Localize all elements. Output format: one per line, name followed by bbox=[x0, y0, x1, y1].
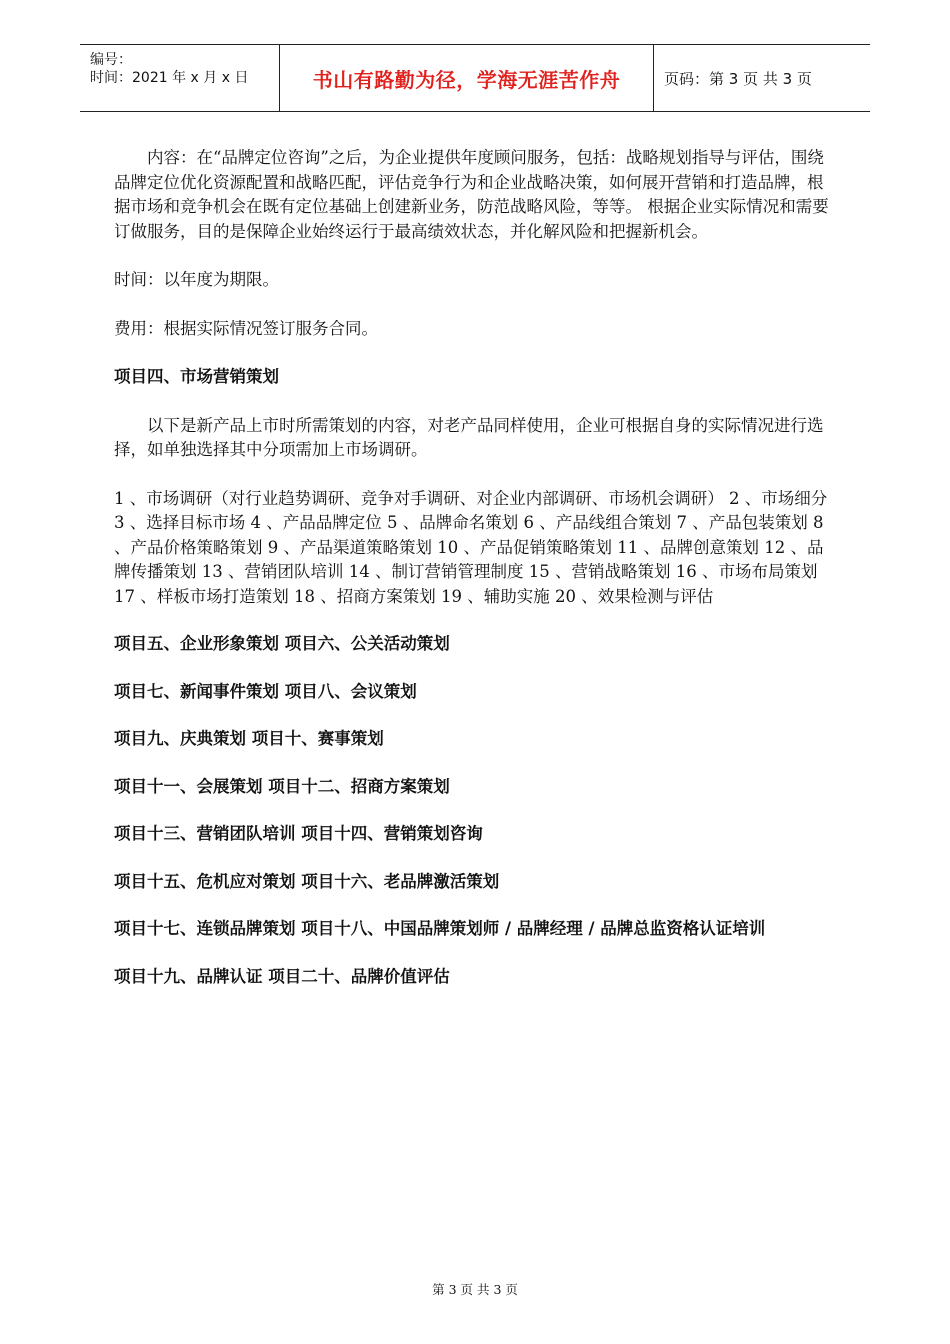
fee-paragraph: 费用：根据实际情况签订服务合同。 bbox=[114, 318, 378, 338]
document-number-label: 编号： bbox=[90, 52, 132, 68]
intro-paragraph: 内容：在“品牌定位咨询”之后，为企业提供年度顾问服务，包括：战略规划指导与评估，围绕品牌定位优化资源配置和战略匹配，评估竞争行为和企业战略决策，如何展开营销和打造品牌，根据市场和竞争机会在既有定位基础上创建新业务，防范战略风险，等等。 根据企业实际情况和需要订做服务，目的是保障企业始终运行于最高绩效状态，并化解风险和把握新机会。 bbox=[114, 148, 829, 241]
project4-list: 1 、市场调研（对行业趋势调研、竞争对手调研、对企业内部调研、市场机会调研） 2 、市场细分 3 、选择目标市场 4 、产品品牌定位 5 、品牌命名策划 6 、产品线组合策划 7 、产品包装策划 8 、产品价格策略策划 9 、产品渠道策略策划 10 、产品促销策略策划 11 、品牌创意策划 12 、品牌传播策划 13 、营销团队培训 14 、制订营销管理制度 15 、营销战略策划 16 、市场布局策划 17 、样板市场打造策划 18 、招商方案策划 19 、辅助实施 20 、效果检测与评估 bbox=[114, 488, 828, 606]
project-heading: 项目十九、品牌认证 项目二十、品牌价值评估 bbox=[114, 966, 450, 986]
project-heading: 项目七、新闻事件策划 项目八、会议策划 bbox=[114, 681, 417, 701]
page-header bbox=[80, 44, 870, 112]
project4-heading: 项目四、市场营销策划 bbox=[114, 367, 279, 386]
project-heading: 项目九、庆典策划 项目十、赛事策划 bbox=[114, 729, 384, 748]
project-heading: 项目十三、营销团队培训 项目十四、营销策划咨询 bbox=[114, 824, 483, 843]
project-heading: 项目五、企业形象策划 项目六、公关活动策划 bbox=[114, 634, 450, 653]
project4-description: 以下是新产品上市时所需策划的内容，对老产品同样使用，企业可根据自身的实际情况进行选择，如单独选择其中分项需加上市场调研。 bbox=[114, 415, 824, 459]
page-footer: 第 3 页 共 3 页 bbox=[432, 1282, 518, 1297]
document-body bbox=[114, 146, 836, 989]
header-meta bbox=[80, 45, 280, 111]
project-heading: 项目十五、危机应对策划 项目十六、老品牌激活策划 bbox=[114, 871, 500, 891]
project-heading: 项目十七、连锁品牌策划 项目十八、中国品牌策划师 / 品牌经理 / 品牌总监资格认证培训 bbox=[114, 919, 766, 938]
document-time-label: 时间：2021 年 x 月 x 日 bbox=[90, 70, 249, 86]
header-page-info: 页码：第 3 页 共 3 页 bbox=[664, 69, 812, 88]
header-slogan: 书山有路勤为径，学海无涯苦作舟 bbox=[280, 45, 654, 111]
project-heading: 项目十一、会展策划 项目十二、招商方案策划 bbox=[114, 776, 450, 796]
time-paragraph: 时间：以年度为期限。 bbox=[114, 270, 279, 289]
